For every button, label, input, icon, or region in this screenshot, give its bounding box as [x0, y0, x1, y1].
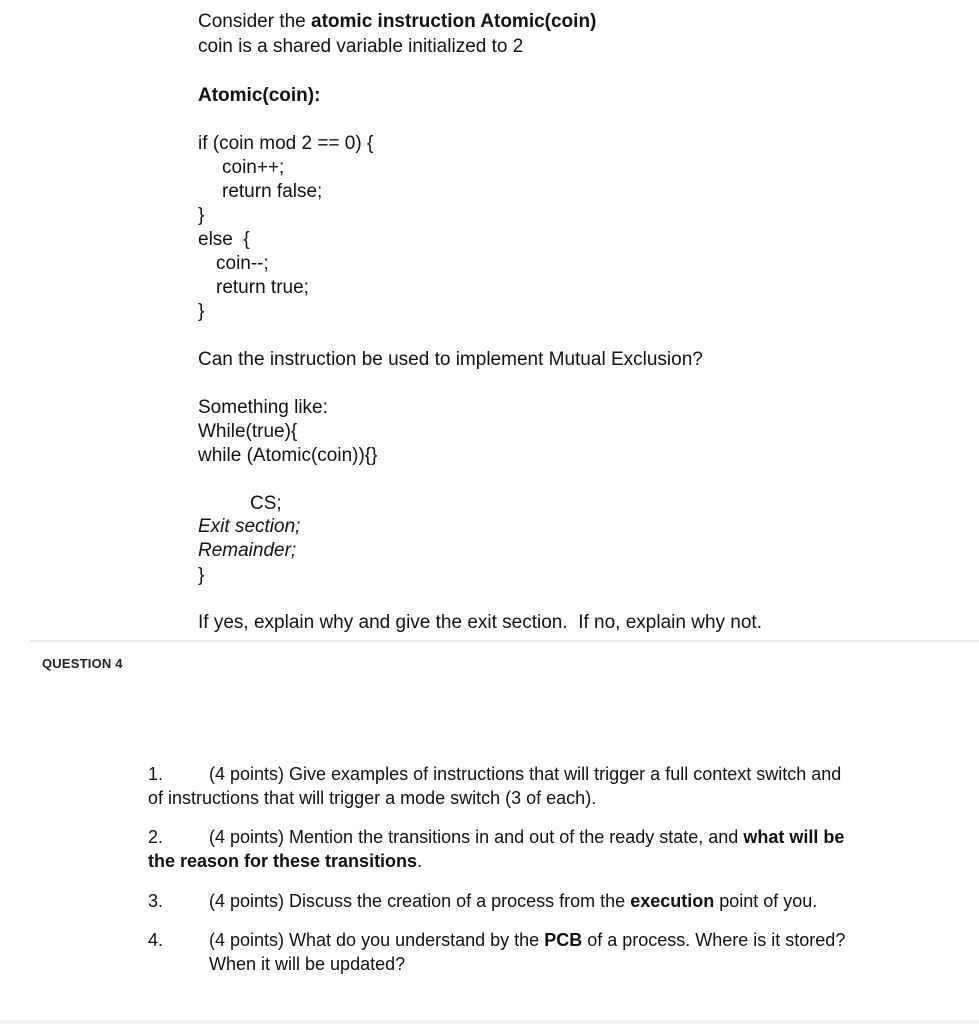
item-text: .	[417, 851, 423, 871]
closing-instruction: If yes, explain why and give the exit section. If no, explain why not.	[198, 612, 762, 633]
code-line: return true;	[216, 277, 309, 298]
example-line: Something like:	[198, 397, 328, 418]
item-number: 2.	[148, 827, 164, 847]
question-4-label: QUESTION 4	[42, 656, 123, 671]
item-text: When it will be updated?	[209, 954, 406, 974]
example-line: }	[198, 565, 205, 586]
item-number: 3.	[148, 891, 164, 911]
item-text: (4 points) Mention the transitions in and out of the ready state, and	[209, 827, 744, 847]
question-item-2	[148, 825, 938, 873]
item-text: of instructions that will trigger a mode switch (3 of each).	[148, 788, 597, 808]
intro-bold-text: atomic instruction Atomic(coin)	[311, 11, 597, 32]
bottom-edge	[0, 1020, 979, 1024]
code-line: if (coin mod 2 == 0) {	[198, 133, 374, 154]
item-number: 1.	[148, 764, 164, 784]
section-divider	[30, 640, 979, 642]
example-line: Remainder;	[198, 540, 297, 561]
code-line: }	[198, 205, 205, 226]
question-item-1	[148, 762, 938, 810]
item-text: point of you.	[714, 891, 818, 911]
code-line: else {	[198, 229, 250, 250]
intro-line-2: coin is a shared variable initialized to 2	[198, 36, 524, 57]
example-line: While(true){	[198, 421, 298, 442]
question-item-3	[148, 889, 938, 913]
example-line: Exit section;	[198, 516, 301, 537]
item-text: (4 points) Discuss the creation of a process from the	[209, 891, 631, 911]
code-line: return false;	[222, 181, 323, 202]
item-number: 4.	[148, 930, 164, 950]
item-bold-text: PCB	[544, 930, 583, 950]
item-text: (4 points) What do you understand by the	[209, 930, 545, 950]
item-text: (4 points) Give examples of instructions that will trigger a full context switch and	[209, 764, 842, 784]
item-bold-text: the reason for these transitions	[148, 851, 418, 871]
example-line: while (Atomic(coin)){}	[198, 445, 378, 466]
item-text: of a process. Where is it stored?	[582, 930, 846, 950]
code-line: }	[198, 301, 205, 322]
item-bold-text: what will be	[743, 827, 845, 847]
code-line: coin++;	[222, 157, 285, 178]
mutual-exclusion-question: Can the instruction be used to implement Mutual Exclusion?	[198, 349, 703, 370]
intro-text: Consider the	[198, 11, 312, 32]
example-line: CS;	[250, 493, 282, 514]
code-heading: Atomic(coin):	[198, 85, 321, 106]
question-item-4	[148, 928, 938, 976]
intro-line-1	[198, 10, 596, 34]
item-bold-text: execution	[630, 891, 715, 911]
code-line: coin--;	[216, 253, 269, 274]
